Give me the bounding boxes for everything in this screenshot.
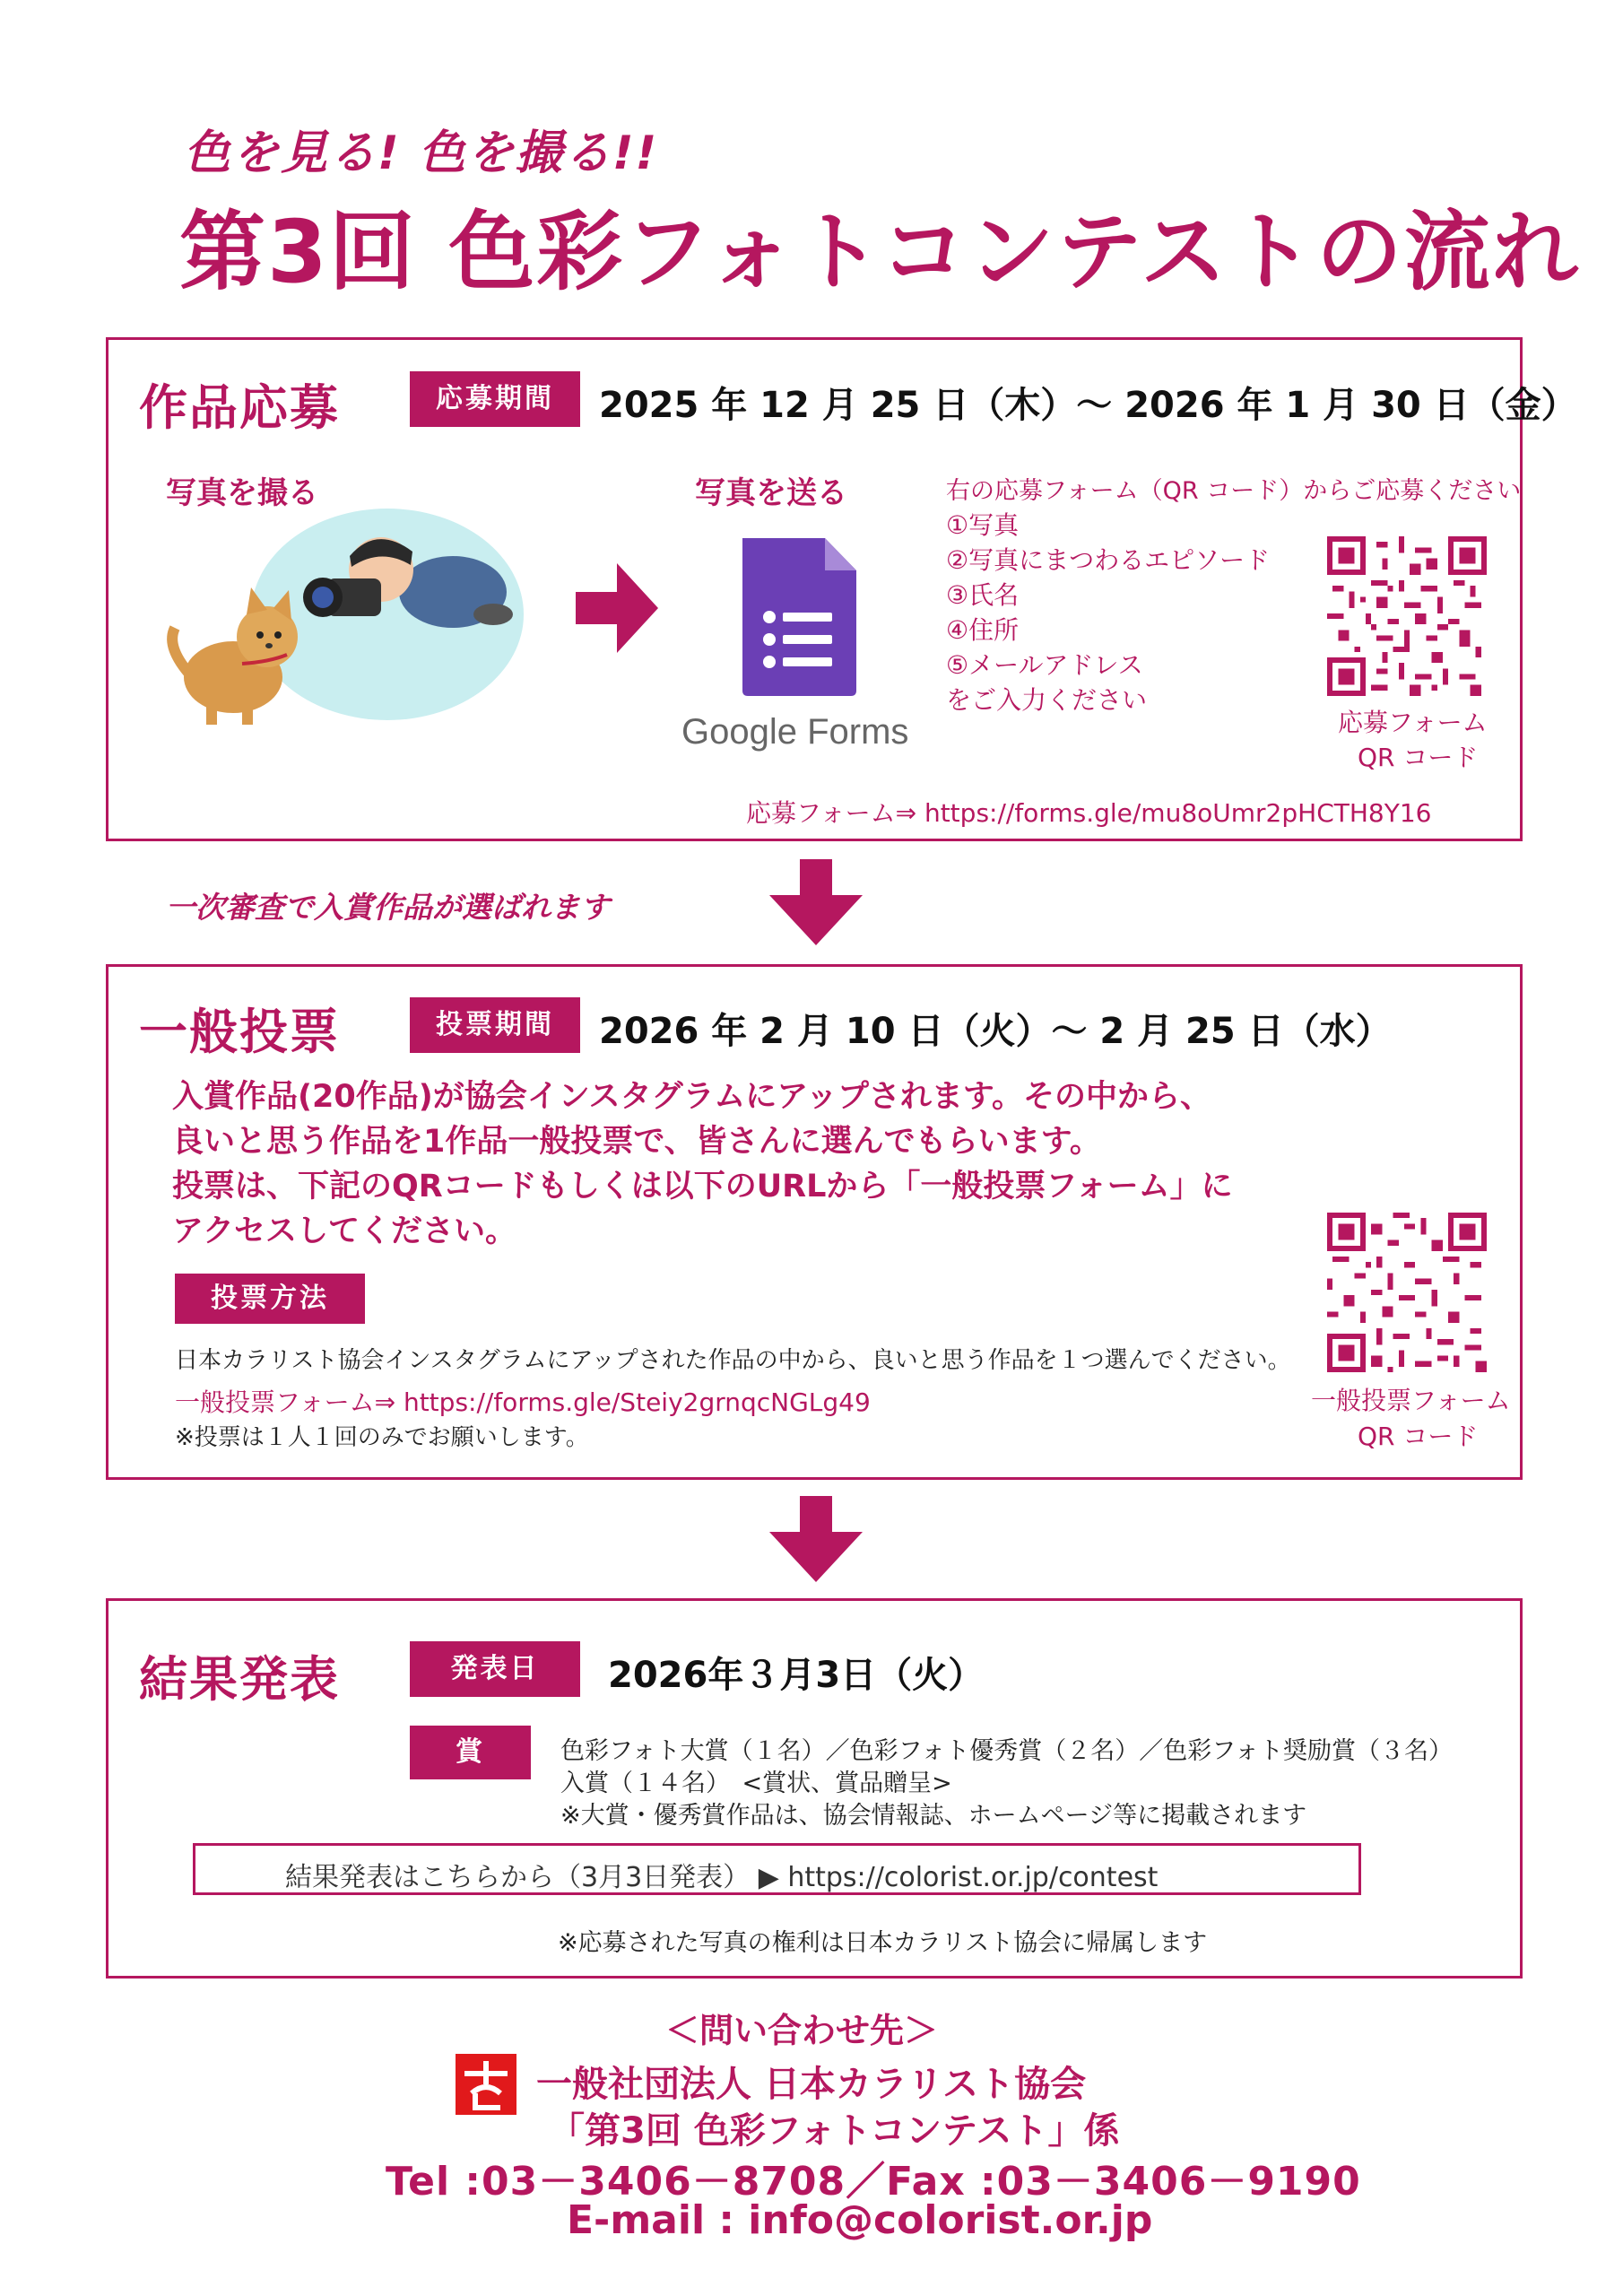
screening-note: 一次審査で入賞作品が選ばれます — [166, 890, 610, 925]
google-forms-logo — [681, 536, 915, 761]
contact-dept: 「第3回 色彩フォトコンテスト」係 — [549, 2110, 1120, 2152]
contact-org: 一般社団法人 日本カラリスト協会 — [536, 2064, 1087, 2105]
entry-title: 作品応募 — [139, 379, 340, 436]
entry-qr-label-2: QR コード — [1358, 743, 1479, 772]
vote-period: 2026 年 2 月 10 日（火）～ 2 月 25 日（水） — [599, 1011, 1392, 1052]
association-logo-icon — [456, 2054, 516, 2115]
tagline: 色を見る! 色を撮る!! — [184, 126, 659, 180]
vote-body-line-1: 入賞作品(20作品)が協会インスタグラムにアップされます。その中から、 — [172, 1079, 1212, 1115]
results-date-tag: 発表日 — [410, 1641, 580, 1697]
vote-body-line-3: 投票は、下記のQRコードもしくは以下のURLから「一般投票フォーム」に — [172, 1169, 1233, 1205]
vote-title: 一般投票 — [139, 1004, 340, 1060]
prize-line-2: 入賞（１４名） <賞状、賞品贈呈> — [560, 1770, 952, 1797]
step-send-photo: 写真を送る — [695, 475, 847, 511]
rights-note: ※応募された写真の権利は日本カラリスト協会に帰属します — [558, 1929, 1208, 1957]
vote-qr-code[interactable] — [1327, 1213, 1487, 1372]
entry-period: 2025 年 12 月 25 日（木）～ 2026 年 1 月 30 日（金） — [599, 385, 1577, 426]
results-link-box[interactable] — [193, 1843, 1361, 1895]
vote-body-line-2: 良いと思う作品を1作品一般投票で、皆さんに選んでもらいます。 — [172, 1124, 1101, 1160]
entry-item-5: ⑤メールアドレス — [946, 650, 1143, 680]
prize-line-1: 色彩フォト大賞（１名）／色彩フォト優秀賞（２名）／色彩フォト奨励賞（３名） — [560, 1737, 1453, 1765]
contact-email[interactable]: E-mail : info@colorist.or.jp — [567, 2197, 1153, 2243]
arrow-right-icon — [576, 563, 658, 653]
entry-item-1: ①写真 — [946, 510, 1020, 540]
vote-qr-label-1: 一般投票フォーム — [1311, 1386, 1511, 1415]
photographer-cat-illustration — [152, 502, 529, 735]
entry-qr-code[interactable] — [1327, 536, 1487, 696]
page-title: 第3回 色彩フォトコンテストの流れ — [179, 202, 1580, 302]
entry-form-link[interactable]: 応募フォーム⇒ https://forms.gle/mu8oUmr2pHCTH8Y16 — [746, 798, 1432, 828]
vote-note: ※投票は１人１回のみでお願いします。 — [175, 1424, 589, 1451]
entry-item-6: をご入力ください — [946, 685, 1148, 715]
entry-qr-label-1: 応募フォーム — [1338, 708, 1488, 737]
vote-qr-label-2: QR コード — [1358, 1422, 1479, 1451]
entry-instructions: 右の応募フォーム（QR コード）からご応募ください — [946, 477, 1522, 505]
results-date: 2026年３月3日（火） — [608, 1655, 985, 1696]
entry-item-2: ②写真にまつわるエピソード — [946, 545, 1271, 575]
forms-document-icon — [681, 536, 915, 698]
prize-tag: 賞 — [410, 1726, 531, 1779]
contact-tel: Tel :03－3406－8708／Fax :03－3406－9190 — [386, 2159, 1361, 2205]
contact-heading: ＜問い合わせ先＞ — [665, 2011, 939, 2050]
vote-body-line-4: アクセスしてください。 — [172, 1213, 516, 1249]
vote-method-text: 日本カラリスト協会インスタグラムにアップされた作品の中から、良いと思う作品を１つ選んでください。 — [175, 1347, 1291, 1374]
forms-wordmark: Google Forms — [681, 712, 909, 752]
step-take-photo: 写真を撮る — [166, 475, 318, 511]
entry-item-3: ③氏名 — [946, 580, 1020, 610]
vote-period-tag: 投票期間 — [410, 997, 580, 1053]
vote-form-link[interactable]: 一般投票フォーム⇒ https://forms.gle/Steiy2grnqcNGLg49 — [175, 1387, 871, 1417]
prize-note: ※大賞・優秀賞作品は、協会情報誌、ホームページ等に掲載されます — [560, 1802, 1307, 1830]
entry-item-4: ④住所 — [946, 615, 1020, 645]
vote-method-tag: 投票方法 — [175, 1274, 365, 1324]
arrow-down-icon — [769, 1496, 863, 1582]
results-title: 結果発表 — [139, 1651, 340, 1708]
entry-period-tag: 応募期間 — [410, 371, 580, 427]
results-link-text[interactable]: 結果発表はこちらから（3月3日発表） ▶ https://colorist.or.jp/contest — [285, 1862, 1159, 1893]
arrow-down-icon — [769, 859, 863, 945]
